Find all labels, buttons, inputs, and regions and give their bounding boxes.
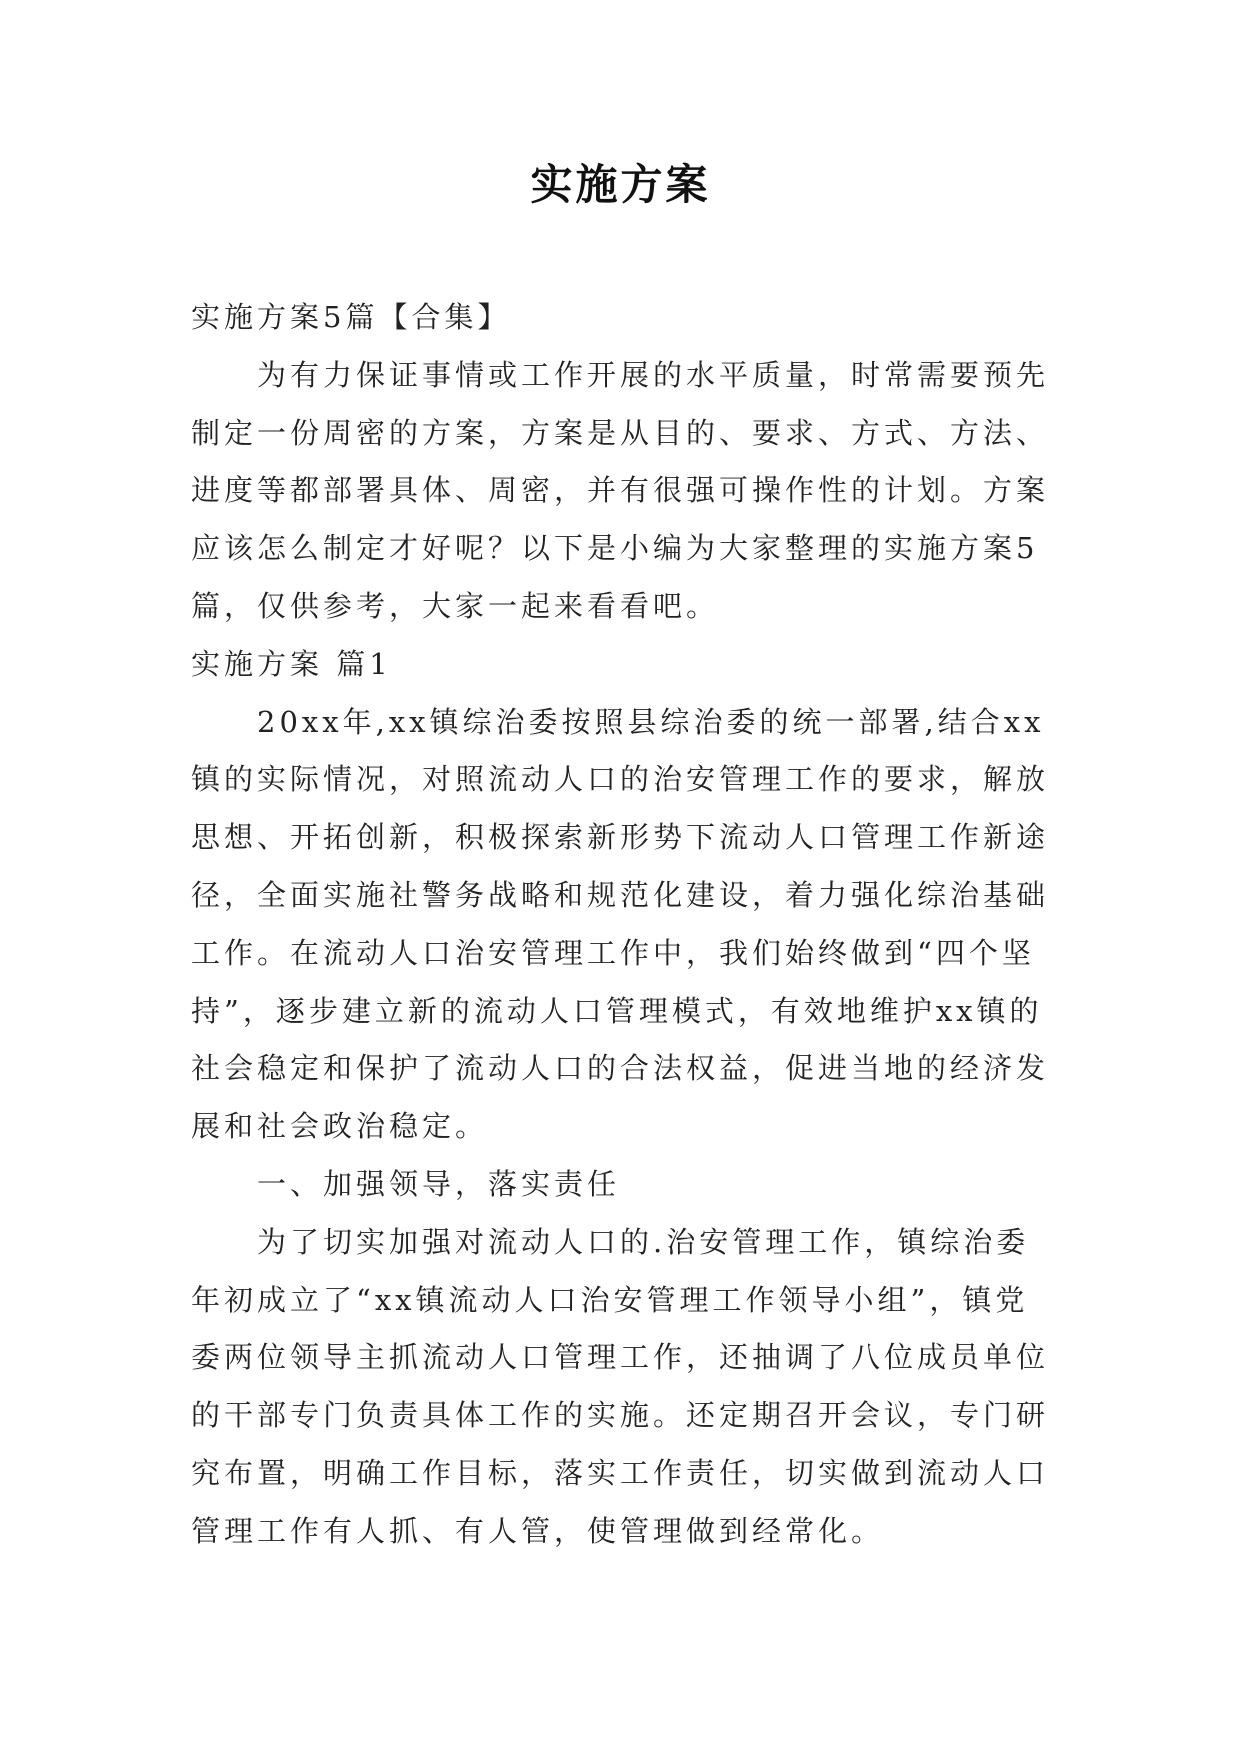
document-body — [191, 289, 1051, 1561]
subheading: 一、加强领导，落实责任 — [257, 1166, 621, 1201]
body-paragraph: 为了切实加强对流动人口的.治安管理工作，镇综治委年初成立了“xx镇流动人口治安管理工作领导小组”，镇党委两位领导主抓流动人口管理工作，还抽调了八位成员单位的干部专门负责具体工作的实施。还定期召开会议，专门研究布置，明确工作目标，落实工作责任，切实做到流动人口管理工作有人抓、有人管，使管理做到经常化。 — [191, 1224, 1050, 1548]
body-paragraph: 20xx年,xx镇综治委按照县综治委的统一部署,结合xx镇的实际情况，对照流动人口的治安管理工作的要求，解放思想、开拓创新，积极探索新形势下流动人口管理工作新途径，全面实施社警务战略和规范化建设，着力强化综治基础工作。在流动人口治安管理工作中，我们始终做到“四个坚持”，逐步建立新的流动人口管理模式，有效地维护xx镇的社会稳定和保护了流动人口的合法权益，促进当地的经济发展和社会政治稳定。 — [191, 704, 1050, 1144]
document-title: 实施方案 — [530, 160, 711, 209]
section-heading: 实施方案 篇1 — [191, 646, 392, 681]
intro-paragraph: 为有力保证事情或工作开展的水平质量，时常需要预先制定一份周密的方案，方案是从目的、要求、方式、方法、进度等都部署具体、周密，并有很强可操作性的计划。方案应该怎么制定才好呢？以下是小编为大家整理的实施方案5篇，仅供参考，大家一起来看看吧。 — [191, 357, 1050, 623]
document-subtitle: 实施方案5篇【合集】 — [191, 300, 511, 334]
